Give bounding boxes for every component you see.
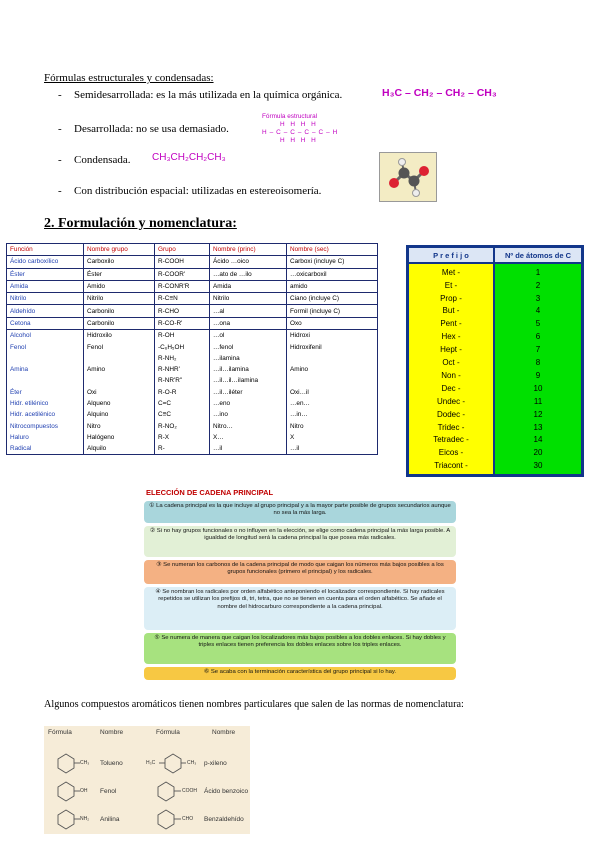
- cell-group-name: Fenol: [84, 341, 155, 352]
- ball-stick-molecule-icon: [380, 153, 436, 201]
- cell-secondary-name: Carboxi (incluye C): [287, 256, 378, 268]
- xylene-substituent-right: CH₃: [187, 760, 197, 766]
- toluene-substituent: CH₃: [80, 760, 90, 766]
- table-row: [7, 256, 378, 268]
- cell-function: Ácido carboxílico: [7, 256, 84, 268]
- cell-function: Cetona: [7, 317, 84, 329]
- carbon-count-header: Nº de átomos de C: [495, 248, 581, 262]
- benzoic-substituent: COOH: [182, 788, 197, 794]
- col-header-group: Grupo: [155, 244, 210, 256]
- cell-secondary-name: Formil (incluye C): [287, 305, 378, 317]
- cell-main-name: …eno: [210, 398, 287, 409]
- cell-secondary-name: Hidroxifenil: [287, 341, 378, 352]
- cell-group-name: Alquino: [84, 409, 155, 420]
- bullet-text: Condensada.: [74, 154, 131, 166]
- table-row: [7, 353, 378, 364]
- cell-group: R-NR'R'': [155, 375, 210, 386]
- cell-group-name: Amido: [84, 280, 155, 292]
- prefix-cell: But -: [442, 306, 460, 316]
- cell-secondary-name: Oxi…il: [287, 387, 378, 398]
- cell-group: R-CO-R': [155, 317, 210, 329]
- cell-function: Hidr. etilénico: [7, 398, 84, 409]
- arom-header-name-1: Nombre: [100, 729, 124, 736]
- molecule-3d-image: [379, 152, 437, 202]
- xylene-substituent-left: H₃C: [146, 760, 156, 766]
- cell-group-name: Oxi: [84, 387, 155, 398]
- structural-formulas-heading: Fórmulas estructurales y condensadas:: [44, 72, 214, 84]
- carbon-count-cell: 11: [533, 396, 543, 406]
- bullet-text: Con distribución espacial: utilizadas en estereoisomería.: [74, 185, 322, 197]
- cell-secondary-name: [287, 375, 378, 386]
- cell-function: Radical: [7, 443, 84, 455]
- cell-group: R-NH₂: [155, 353, 210, 364]
- table-row: [7, 398, 378, 409]
- developed-row-top: H H H H: [280, 121, 318, 128]
- cell-main-name: Amida: [210, 280, 287, 292]
- carbon-count-cell: 1: [535, 267, 541, 277]
- cell-group: R-X: [155, 432, 210, 443]
- cell-secondary-name: amido: [287, 280, 378, 292]
- cell-function: Éter: [7, 387, 84, 398]
- carbon-count-cell: 12: [533, 409, 543, 419]
- prefix-cell: Dodec -: [436, 409, 465, 419]
- benzaldehyde-name: Benzaldehído: [204, 816, 244, 823]
- cell-main-name: …il…ilamina: [210, 364, 287, 375]
- cell-group: R-: [155, 443, 210, 455]
- cell-group-name: Carboxilo: [84, 256, 155, 268]
- developed-row-middle: H – C – C – C – C – H: [262, 129, 338, 136]
- phenol-substituent: OH: [80, 788, 88, 794]
- prefix-cell: Undec -: [436, 396, 465, 406]
- chain-rule-1: ① La cadena principal es la que incluye al grupo principal y a la mayor parte posible de grupos secundarios aunque no sea la más larga.: [144, 501, 456, 523]
- cell-group: R-C≡N: [155, 293, 210, 305]
- cell-main-name: Nitro…: [210, 420, 287, 431]
- aromatic-compounds-table: [44, 726, 250, 834]
- prefix-cell: Prop -: [440, 293, 462, 303]
- cell-group: R-COOR': [155, 268, 210, 280]
- section-2-title: 2. Formulación y nomenclatura:: [44, 216, 237, 231]
- table-row: [7, 280, 378, 292]
- table-row: [7, 341, 378, 352]
- cell-main-name: …ona: [210, 317, 287, 329]
- toluene-name: Tolueno: [100, 760, 123, 767]
- cell-group-name: Alqueno: [84, 398, 155, 409]
- cell-function: Aldehído: [7, 305, 84, 317]
- semideveloped-formula: H₃C – CH₂ – CH₂ – CH₃: [382, 87, 497, 99]
- col-header-function: Función: [7, 244, 84, 256]
- phenol-name: Fenol: [100, 788, 117, 795]
- carbon-count-cell: 2: [535, 280, 541, 290]
- prefix-cell: Et -: [444, 280, 458, 290]
- carbon-count-cell: 3: [535, 293, 541, 303]
- prefix-cell: Non -: [441, 370, 461, 380]
- cell-group: R-COOH: [155, 256, 210, 268]
- table-row: [7, 330, 378, 342]
- table-row: [7, 375, 378, 386]
- carbon-count-cell: 9: [535, 370, 541, 380]
- cell-function: Amina: [7, 364, 84, 375]
- cell-secondary-name: …oxicarboxil: [287, 268, 378, 280]
- functional-groups-table: [6, 243, 378, 455]
- developed-formula: [262, 113, 340, 145]
- cell-secondary-name: Ciano (incluye C): [287, 293, 378, 305]
- cell-group: C≡C: [155, 409, 210, 420]
- arom-header-name-2: Nombre: [212, 729, 236, 736]
- prefix-cell: Met -: [441, 267, 461, 277]
- cell-function: [7, 353, 84, 364]
- cell-main-name: …il…il…ilamina: [210, 375, 287, 386]
- carbon-count-cell: 13: [533, 422, 543, 432]
- cell-group-name: Alquilo: [84, 443, 155, 455]
- cell-main-name: Ácido …oico: [210, 256, 287, 268]
- cell-group: -C₆H₅OH: [155, 341, 210, 352]
- chain-rule-4: ④ Se nombran los radicales por orden alfabético anteponiendo el localizador correspondiente. Si hay radicales repetidos se utilizan los prefijos di, tri, tetra, que no se tienen en cuenta para el orden alfabético. Se añade el nombre del hidrocarburo correspondiente a la cadena principal.: [144, 587, 456, 630]
- cell-group: R-CONR'R: [155, 280, 210, 292]
- prefix-table: [406, 245, 584, 477]
- cell-secondary-name: Hidroxi: [287, 330, 378, 342]
- cell-group: R-NHR': [155, 364, 210, 375]
- cell-secondary-name: …in…: [287, 409, 378, 420]
- carbon-count-cell: 6: [535, 332, 541, 342]
- cell-main-name: …al: [210, 305, 287, 317]
- chain-title: ELECCIÓN DE CADENA PRINCIPAL: [146, 488, 274, 497]
- cell-main-name: X…: [210, 432, 287, 443]
- cell-main-name: Nitrilo: [210, 293, 287, 305]
- arom-header-formula-1: Fórmula: [48, 729, 72, 736]
- chain-rule-5: ⑤ Se numera de manera que caigan los localizadores más bajos posibles a los dobles enlaces. Si hay dobles y triples enlaces tienen preferencia los dobles enlaces sobre los triples enlaces.: [144, 633, 456, 664]
- prefix-cell: Hex -: [441, 332, 461, 342]
- cell-group: R-OH: [155, 330, 210, 342]
- bullet-condensed: - Condensada.: [58, 154, 131, 166]
- cell-secondary-name: Amino: [287, 364, 378, 375]
- cell-group-name: Carbonilo: [84, 305, 155, 317]
- cell-function: Amida: [7, 280, 84, 292]
- cell-group: R-CHO: [155, 305, 210, 317]
- carbon-count-cell: 8: [535, 358, 541, 368]
- bullet-semideveloped: - Semidesarrollada: es la más utilizada en la química orgánica.: [58, 89, 343, 101]
- prefix-cell: Tridec -: [437, 422, 465, 432]
- cell-group-name: Amino: [84, 364, 155, 375]
- cell-secondary-name: X: [287, 432, 378, 443]
- cell-secondary-name: Nitro: [287, 420, 378, 431]
- prefix-header: P r e f i j o: [409, 248, 493, 262]
- cell-group: C=C: [155, 398, 210, 409]
- table-row: [7, 420, 378, 431]
- bullet-text: Semidesarrollada: es la más utilizada en la química orgánica.: [74, 89, 343, 101]
- developed-caption: Fórmula estructural: [262, 113, 318, 120]
- cell-main-name: …il: [210, 443, 287, 455]
- aromatic-sentence: Algunos compuestos aromáticos tienen nombres particulares que salen de las normas de nomenclatura:: [44, 699, 464, 710]
- table-row: [7, 317, 378, 329]
- prefix-cell: Pent -: [440, 319, 462, 329]
- cell-group-name: Carbonilo: [84, 317, 155, 329]
- cell-function: Hidr. acetilénico: [7, 409, 84, 420]
- prefix-cell: Hept -: [440, 345, 462, 355]
- cell-main-name: …ol: [210, 330, 287, 342]
- cell-secondary-name: Oxo: [287, 317, 378, 329]
- arom-header-formula-2: Fórmula: [156, 729, 180, 736]
- cell-function: Alcohol: [7, 330, 84, 342]
- prefix-cell: Triacont -: [434, 461, 468, 471]
- chain-rule-2: ② Si no hay grupos funcionales o no influyen en la elección, se elige como cadena principal la más larga posible. A igualdad de longitud será la cadena principal la que posea más radicales.: [144, 526, 456, 557]
- prefix-cell: Oct -: [442, 358, 460, 368]
- table-row: [7, 432, 378, 443]
- cell-main-name: …ino: [210, 409, 287, 420]
- cell-function: Haluro: [7, 432, 84, 443]
- cell-secondary-name: [287, 353, 378, 364]
- table-row: [7, 387, 378, 398]
- carbon-count-cell: 30: [533, 461, 543, 471]
- prefix-cell: Tetradec -: [433, 435, 469, 445]
- col-header-main-name: Nombre (princ): [210, 244, 287, 256]
- aniline-substituent: NH₂: [80, 816, 90, 822]
- table-row: [7, 293, 378, 305]
- xylene-name: p-xileno: [204, 760, 227, 767]
- cell-group-name: Halógeno: [84, 432, 155, 443]
- benzaldehyde-substituent: CHO: [182, 816, 194, 822]
- cell-group-name: Nitro: [84, 420, 155, 431]
- prefix-cell: Eicos -: [438, 448, 464, 458]
- cell-group: R-NO₂: [155, 420, 210, 431]
- benzoic-acid-name: Ácido benzoico: [204, 788, 249, 795]
- bullet-spatial: - Con distribución espacial: utilizadas en estereoisomería.: [58, 185, 322, 197]
- table-row: [7, 443, 378, 455]
- cell-group-name: [84, 375, 155, 386]
- cell-main-name: …il…iléter: [210, 387, 287, 398]
- col-header-group-name: Nombre grupo: [84, 244, 155, 256]
- cell-function: Nitrilo: [7, 293, 84, 305]
- carbon-count-cell: 20: [533, 448, 543, 458]
- main-chain-selection-panel: [140, 485, 462, 687]
- cell-group-name: Hidroxilo: [84, 330, 155, 342]
- bullet-text: Desarrollada: no se usa demasiado.: [74, 123, 229, 135]
- prefix-cell: Dec -: [441, 383, 461, 393]
- cell-main-name: …ato de …ilo: [210, 268, 287, 280]
- cell-main-name: …ilamina: [210, 353, 287, 364]
- bullet-developed: - Desarrollada: no se usa demasiado.: [58, 123, 229, 135]
- chain-rule-6: ⑥ Se acaba con la terminación característica del grupo principal si lo hay.: [144, 667, 456, 680]
- cell-secondary-name: …il: [287, 443, 378, 455]
- aniline-name: Anilina: [100, 816, 120, 823]
- carbon-count-cell: 10: [533, 383, 543, 393]
- chain-rule-3: ③ Se numeran los carbonos de la cadena principal de modo que caigan los números más bajos posibles a los grupos funcionales (primero el principal) y los radicales.: [144, 560, 456, 584]
- cell-group-name: [84, 353, 155, 364]
- cell-group: R-O-R: [155, 387, 210, 398]
- col-header-secondary-name: Nombre (sec): [287, 244, 378, 256]
- table-row: [7, 364, 378, 375]
- table-row: [7, 305, 378, 317]
- table-row: [7, 409, 378, 420]
- cell-main-name: …fenol: [210, 341, 287, 352]
- condensed-formula: CH₃CH₂CH₂CH₃: [152, 152, 226, 163]
- cell-group-name: Nitrilo: [84, 293, 155, 305]
- cell-function: Éster: [7, 268, 84, 280]
- cell-function: Fenol: [7, 341, 84, 352]
- carbon-count-cell: 5: [535, 319, 541, 329]
- cell-group-name: Éster: [84, 268, 155, 280]
- developed-row-bottom: H H H H: [280, 137, 318, 144]
- table-header-row: [7, 244, 378, 256]
- table-row: [7, 268, 378, 280]
- cell-function: [7, 375, 84, 386]
- carbon-count-cell: 4: [535, 306, 541, 316]
- carbon-count-cell: 14: [533, 435, 543, 445]
- cell-secondary-name: …en…: [287, 398, 378, 409]
- cell-function: Nitrocompuestos: [7, 420, 84, 431]
- carbon-count-cell: 7: [535, 345, 541, 355]
